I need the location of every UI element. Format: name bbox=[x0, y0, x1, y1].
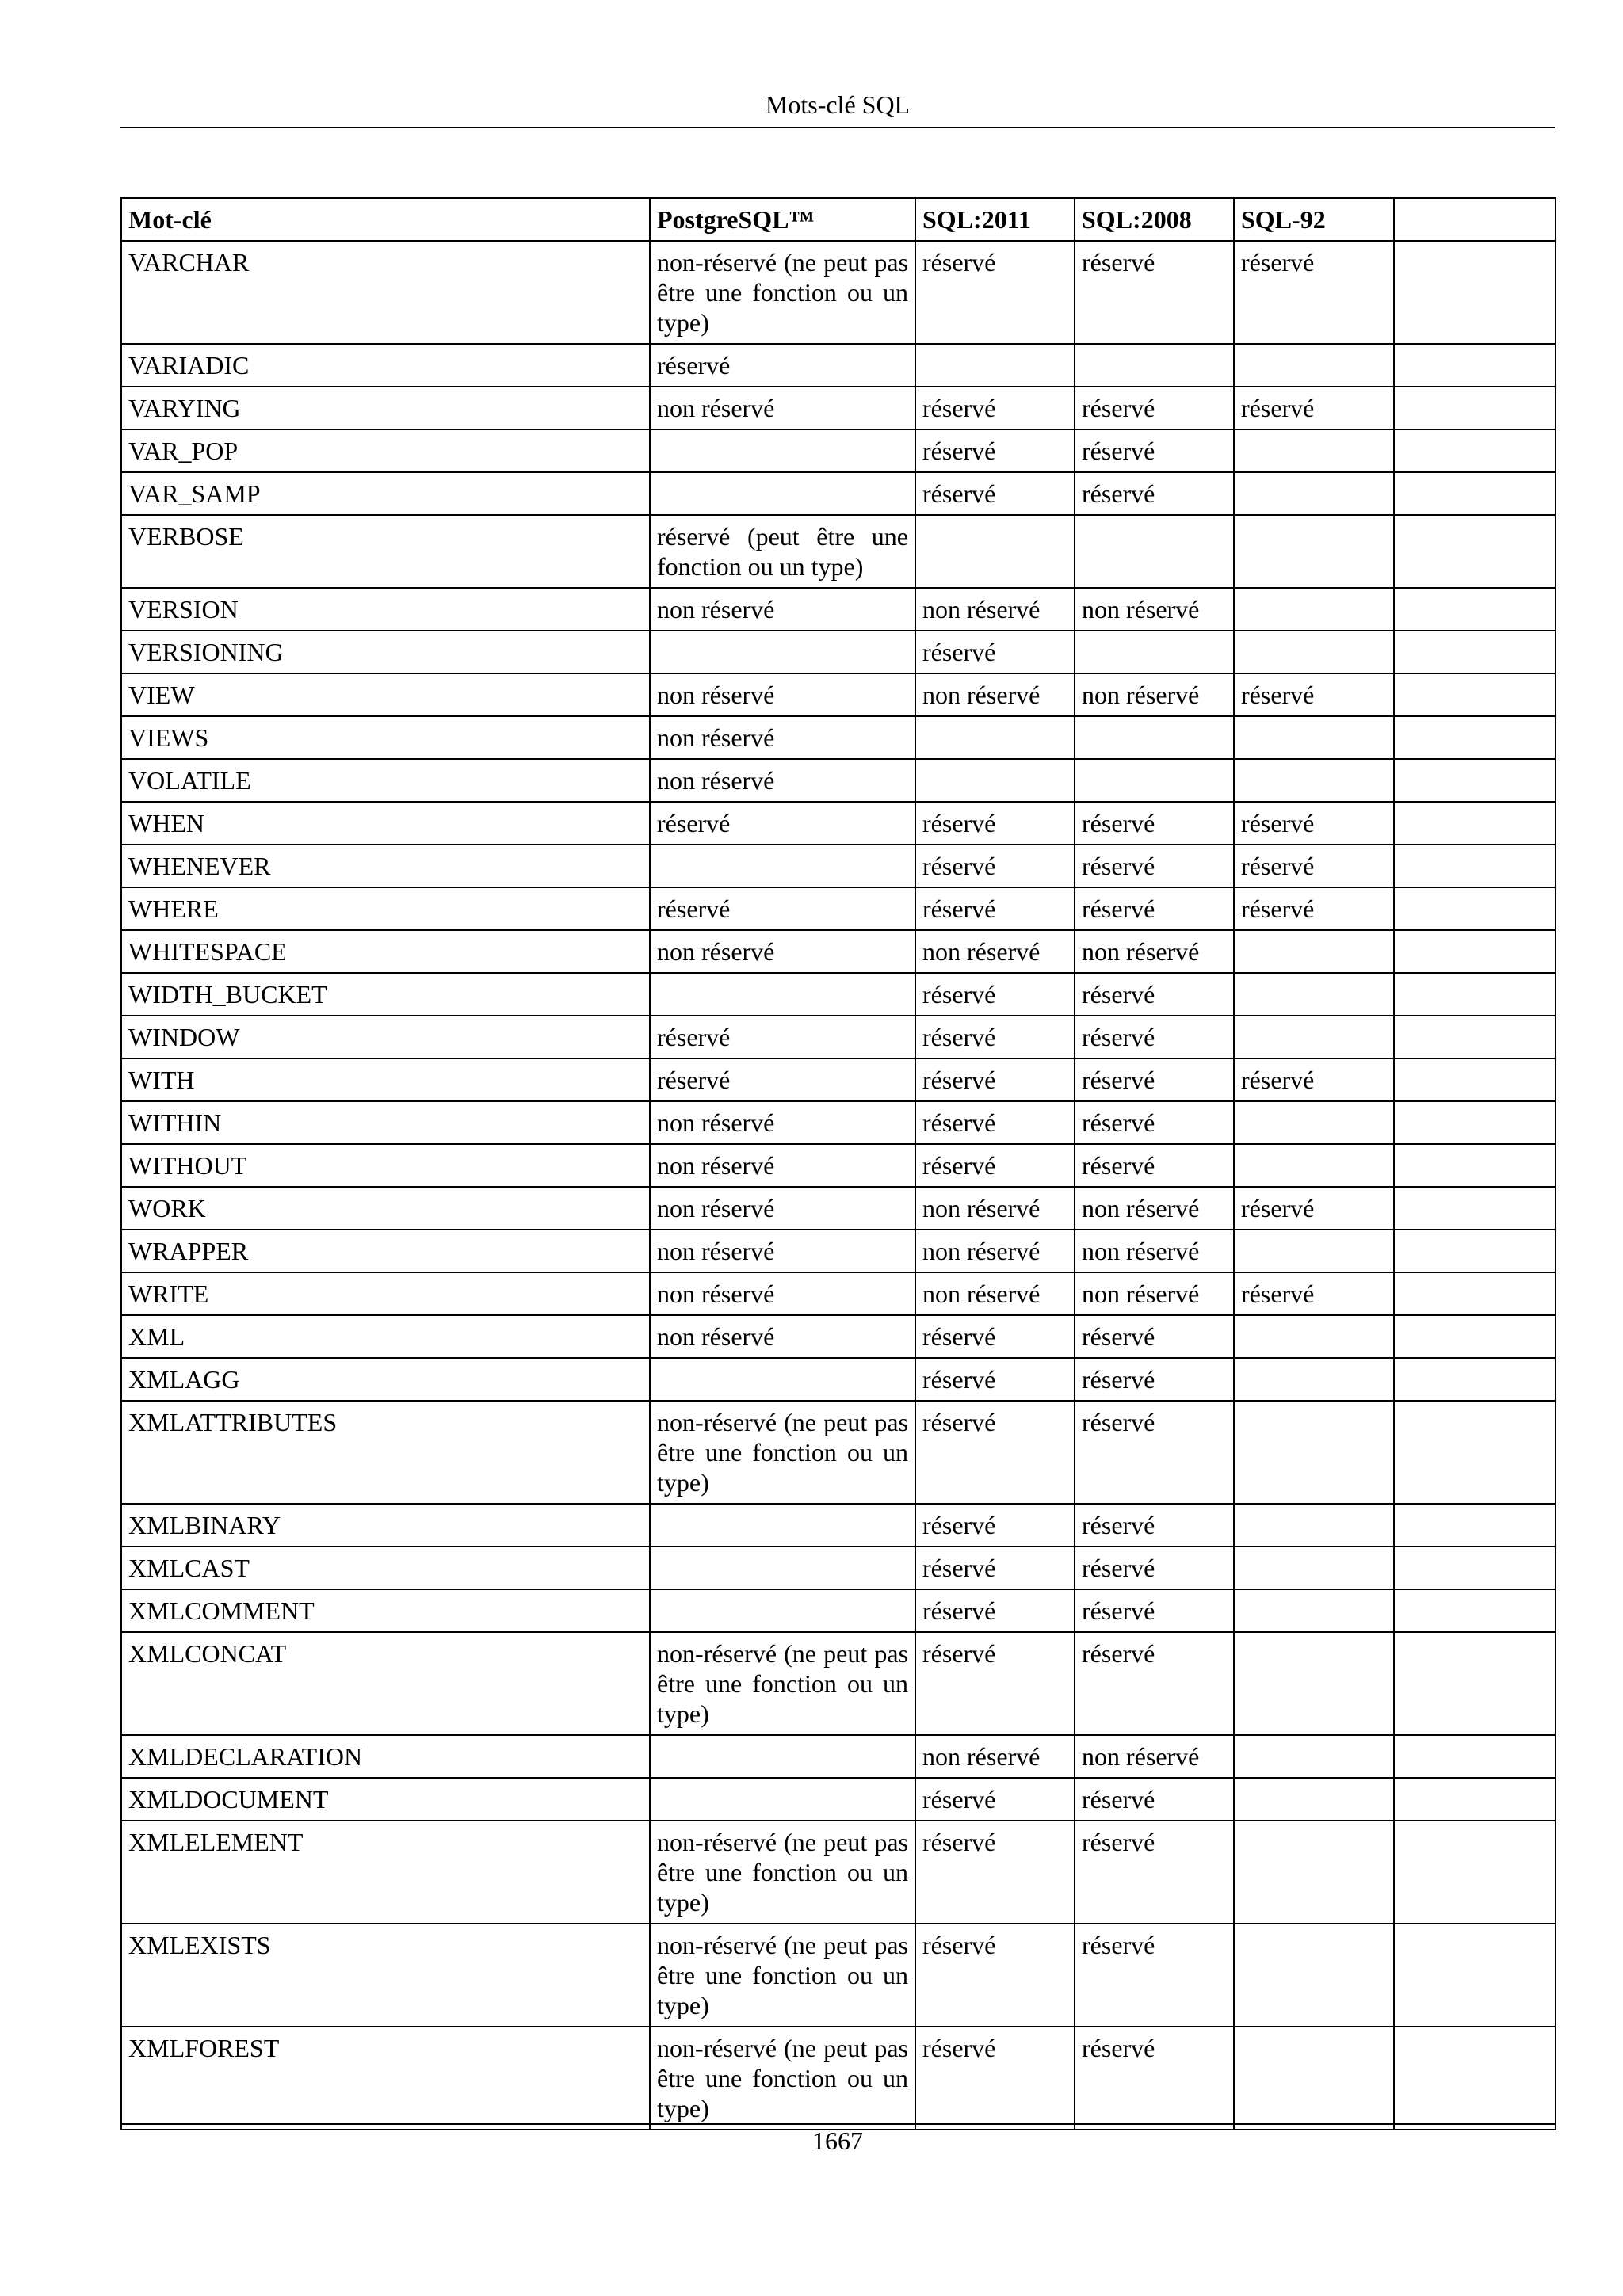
cell-sql2011: réservé bbox=[915, 1778, 1075, 1821]
column-header-sql2011: SQL:2011 bbox=[915, 198, 1075, 241]
cell-sql2008: réservé bbox=[1075, 845, 1234, 887]
cell-extra bbox=[1394, 472, 1556, 515]
cell-extra bbox=[1394, 387, 1556, 429]
cell-keyword: WRAPPER bbox=[121, 1230, 650, 1272]
table-row bbox=[121, 472, 1556, 515]
cell-sql92 bbox=[1234, 1924, 1394, 2027]
cell-sql2008: réservé bbox=[1075, 1589, 1234, 1632]
header-rule bbox=[120, 127, 1555, 128]
cell-postgresql bbox=[650, 1547, 915, 1589]
table-row bbox=[121, 973, 1556, 1016]
cell-postgresql: réservé bbox=[650, 344, 915, 387]
table-row bbox=[121, 344, 1556, 387]
cell-sql2011: réservé bbox=[915, 1589, 1075, 1632]
cell-postgresql: réservé bbox=[650, 802, 915, 845]
cell-keyword: VIEW bbox=[121, 673, 650, 716]
cell-keyword: WRITE bbox=[121, 1272, 650, 1315]
cell-keyword: XMLCONCAT bbox=[121, 1632, 650, 1735]
cell-postgresql: non réservé bbox=[650, 1101, 915, 1144]
cell-sql2011: réservé bbox=[915, 429, 1075, 472]
cell-sql92: réservé bbox=[1234, 241, 1394, 344]
cell-keyword: WITHIN bbox=[121, 1101, 650, 1144]
table-row bbox=[121, 631, 1556, 673]
column-header-keyword: Mot-clé bbox=[121, 198, 650, 241]
cell-extra bbox=[1394, 802, 1556, 845]
cell-sql2008: réservé bbox=[1075, 387, 1234, 429]
page-number: 1667 bbox=[812, 2126, 863, 2155]
cell-postgresql bbox=[650, 631, 915, 673]
cell-keyword: VARIADIC bbox=[121, 344, 650, 387]
cell-postgresql: non réservé bbox=[650, 1187, 915, 1230]
cell-sql92: réservé bbox=[1234, 1187, 1394, 1230]
cell-sql2008: réservé bbox=[1075, 1778, 1234, 1821]
cell-sql2011: réservé bbox=[915, 1315, 1075, 1358]
cell-sql92 bbox=[1234, 1144, 1394, 1187]
cell-postgresql: réservé (peut être une fonction ou un type) bbox=[650, 515, 915, 588]
cell-sql2008: réservé bbox=[1075, 1315, 1234, 1358]
table-row bbox=[121, 241, 1556, 344]
cell-extra bbox=[1394, 930, 1556, 973]
table-row bbox=[121, 1589, 1556, 1632]
cell-postgresql: réservé bbox=[650, 1016, 915, 1058]
cell-keyword: VERSIONING bbox=[121, 631, 650, 673]
cell-sql2008: réservé bbox=[1075, 1016, 1234, 1058]
cell-sql2011: non réservé bbox=[915, 588, 1075, 631]
cell-keyword: XMLEXISTS bbox=[121, 1924, 650, 2027]
cell-sql2011: non réservé bbox=[915, 1187, 1075, 1230]
table-row bbox=[121, 1187, 1556, 1230]
table-row bbox=[121, 1144, 1556, 1187]
cell-keyword: XMLAGG bbox=[121, 1358, 650, 1401]
table-row bbox=[121, 1735, 1556, 1778]
cell-sql92 bbox=[1234, 515, 1394, 588]
cell-keyword: WINDOW bbox=[121, 1016, 650, 1058]
cell-extra bbox=[1394, 673, 1556, 716]
table-body bbox=[121, 241, 1556, 2130]
cell-sql92 bbox=[1234, 1632, 1394, 1735]
cell-postgresql: non réservé bbox=[650, 387, 915, 429]
table-row bbox=[121, 1272, 1556, 1315]
cell-sql2011: réservé bbox=[915, 1401, 1075, 1504]
cell-postgresql bbox=[650, 1778, 915, 1821]
cell-keyword: XMLBINARY bbox=[121, 1504, 650, 1547]
cell-sql2011: réservé bbox=[915, 1016, 1075, 1058]
cell-extra bbox=[1394, 1058, 1556, 1101]
cell-extra bbox=[1394, 1632, 1556, 1735]
cell-sql2011: réservé bbox=[915, 1101, 1075, 1144]
cell-sql2011: réservé bbox=[915, 2027, 1075, 2130]
cell-sql2008: réservé bbox=[1075, 1547, 1234, 1589]
cell-sql2011: réservé bbox=[915, 387, 1075, 429]
cell-sql2008: réservé bbox=[1075, 1504, 1234, 1547]
cell-sql2011: réservé bbox=[915, 631, 1075, 673]
cell-sql2008: réservé bbox=[1075, 1821, 1234, 1924]
cell-extra bbox=[1394, 241, 1556, 344]
cell-keyword: WHENEVER bbox=[121, 845, 650, 887]
cell-sql2008 bbox=[1075, 344, 1234, 387]
cell-sql2011: réservé bbox=[915, 1504, 1075, 1547]
page-header-title: Mots-clé SQL bbox=[765, 90, 911, 119]
cell-extra bbox=[1394, 1272, 1556, 1315]
cell-sql2008: réservé bbox=[1075, 1401, 1234, 1504]
cell-sql2008: réservé bbox=[1075, 887, 1234, 930]
cell-sql2011: réservé bbox=[915, 1058, 1075, 1101]
cell-extra bbox=[1394, 716, 1556, 759]
cell-postgresql: non-réservé (ne peut pas être une fonction ou un type) bbox=[650, 1401, 915, 1504]
cell-sql92 bbox=[1234, 759, 1394, 802]
cell-sql2008: réservé bbox=[1075, 1101, 1234, 1144]
cell-extra bbox=[1394, 887, 1556, 930]
cell-sql2008: réservé bbox=[1075, 1144, 1234, 1187]
cell-postgresql: non réservé bbox=[650, 759, 915, 802]
cell-sql92: réservé bbox=[1234, 673, 1394, 716]
cell-postgresql bbox=[650, 1358, 915, 1401]
cell-postgresql: non-réservé (ne peut pas être une fonction ou un type) bbox=[650, 1821, 915, 1924]
cell-sql92 bbox=[1234, 1315, 1394, 1358]
table-row bbox=[121, 2027, 1556, 2130]
cell-keyword: XMLELEMENT bbox=[121, 1821, 650, 1924]
cell-sql2008: réservé bbox=[1075, 1358, 1234, 1401]
cell-sql2008: réservé bbox=[1075, 802, 1234, 845]
cell-keyword: VAR_SAMP bbox=[121, 472, 650, 515]
cell-postgresql: non-réservé (ne peut pas être une fonction ou un type) bbox=[650, 1924, 915, 2027]
cell-sql2008: réservé bbox=[1075, 973, 1234, 1016]
cell-postgresql: non réservé bbox=[650, 930, 915, 973]
cell-keyword: VOLATILE bbox=[121, 759, 650, 802]
cell-extra bbox=[1394, 1187, 1556, 1230]
cell-extra bbox=[1394, 588, 1556, 631]
cell-keyword: XMLDECLARATION bbox=[121, 1735, 650, 1778]
cell-sql92: réservé bbox=[1234, 1058, 1394, 1101]
cell-sql2011: non réservé bbox=[915, 1230, 1075, 1272]
cell-sql92 bbox=[1234, 2027, 1394, 2130]
table-row bbox=[121, 930, 1556, 973]
table-row bbox=[121, 1016, 1556, 1058]
table-row bbox=[121, 1358, 1556, 1401]
cell-sql92 bbox=[1234, 588, 1394, 631]
cell-postgresql: non réservé bbox=[650, 716, 915, 759]
cell-sql92 bbox=[1234, 472, 1394, 515]
column-header-postgresql: PostgreSQL™ bbox=[650, 198, 915, 241]
table-row bbox=[121, 1315, 1556, 1358]
cell-extra bbox=[1394, 515, 1556, 588]
cell-extra bbox=[1394, 1315, 1556, 1358]
cell-keyword: VERBOSE bbox=[121, 515, 650, 588]
cell-sql2011: réservé bbox=[915, 1632, 1075, 1735]
cell-sql92 bbox=[1234, 973, 1394, 1016]
cell-sql2008: non réservé bbox=[1075, 1230, 1234, 1272]
cell-sql92 bbox=[1234, 1778, 1394, 1821]
cell-postgresql bbox=[650, 429, 915, 472]
table-row bbox=[121, 845, 1556, 887]
cell-postgresql: non réservé bbox=[650, 1144, 915, 1187]
cell-extra bbox=[1394, 1547, 1556, 1589]
cell-sql2011: réservé bbox=[915, 241, 1075, 344]
table-row bbox=[121, 588, 1556, 631]
cell-extra bbox=[1394, 1589, 1556, 1632]
cell-sql92 bbox=[1234, 1230, 1394, 1272]
table-row bbox=[121, 1101, 1556, 1144]
cell-sql2011: non réservé bbox=[915, 1735, 1075, 1778]
cell-sql92 bbox=[1234, 1358, 1394, 1401]
cell-sql2011: réservé bbox=[915, 472, 1075, 515]
cell-extra bbox=[1394, 1016, 1556, 1058]
cell-keyword: WIDTH_BUCKET bbox=[121, 973, 650, 1016]
keywords-table bbox=[120, 197, 1556, 2130]
cell-sql2011: réservé bbox=[915, 887, 1075, 930]
cell-sql2011: réservé bbox=[915, 1924, 1075, 2027]
cell-extra bbox=[1394, 973, 1556, 1016]
column-header-sql92: SQL-92 bbox=[1234, 198, 1394, 241]
cell-sql2008: réservé bbox=[1075, 429, 1234, 472]
cell-sql2008: réservé bbox=[1075, 1924, 1234, 2027]
cell-sql2011 bbox=[915, 344, 1075, 387]
cell-postgresql bbox=[650, 845, 915, 887]
cell-postgresql: réservé bbox=[650, 887, 915, 930]
cell-sql92 bbox=[1234, 631, 1394, 673]
cell-extra bbox=[1394, 845, 1556, 887]
cell-keyword: XMLATTRIBUTES bbox=[121, 1401, 650, 1504]
cell-extra bbox=[1394, 1924, 1556, 2027]
cell-extra bbox=[1394, 1778, 1556, 1821]
cell-postgresql: non réservé bbox=[650, 1230, 915, 1272]
table-row bbox=[121, 716, 1556, 759]
cell-sql92 bbox=[1234, 1401, 1394, 1504]
cell-sql2011: non réservé bbox=[915, 673, 1075, 716]
table-row bbox=[121, 1401, 1556, 1504]
cell-sql92 bbox=[1234, 429, 1394, 472]
table-header-row bbox=[121, 198, 1556, 241]
cell-extra bbox=[1394, 344, 1556, 387]
cell-sql2008: non réservé bbox=[1075, 673, 1234, 716]
cell-sql92: réservé bbox=[1234, 802, 1394, 845]
cell-postgresql: non-réservé (ne peut pas être une fonction ou un type) bbox=[650, 1632, 915, 1735]
cell-sql2011: non réservé bbox=[915, 930, 1075, 973]
cell-sql92 bbox=[1234, 1547, 1394, 1589]
cell-sql2011: réservé bbox=[915, 1821, 1075, 1924]
cell-keyword: VERSION bbox=[121, 588, 650, 631]
cell-sql2008 bbox=[1075, 759, 1234, 802]
table-row bbox=[121, 673, 1556, 716]
cell-sql2011: réservé bbox=[915, 1547, 1075, 1589]
cell-sql2008: non réservé bbox=[1075, 1187, 1234, 1230]
cell-extra bbox=[1394, 1401, 1556, 1504]
cell-sql2008 bbox=[1075, 716, 1234, 759]
cell-postgresql: non-réservé (ne peut pas être une fonction ou un type) bbox=[650, 241, 915, 344]
cell-extra bbox=[1394, 1101, 1556, 1144]
cell-sql2008: réservé bbox=[1075, 1058, 1234, 1101]
cell-extra bbox=[1394, 1230, 1556, 1272]
cell-extra bbox=[1394, 631, 1556, 673]
table-row bbox=[121, 1058, 1556, 1101]
cell-keyword: WHITESPACE bbox=[121, 930, 650, 973]
cell-extra bbox=[1394, 1358, 1556, 1401]
table-row bbox=[121, 387, 1556, 429]
cell-keyword: VARYING bbox=[121, 387, 650, 429]
cell-sql92 bbox=[1234, 716, 1394, 759]
table-row bbox=[121, 1230, 1556, 1272]
cell-postgresql: non-réservé (ne peut pas être une fonction ou un type) bbox=[650, 2027, 915, 2130]
cell-keyword: WITHOUT bbox=[121, 1144, 650, 1187]
cell-sql92: réservé bbox=[1234, 845, 1394, 887]
cell-sql2011: non réservé bbox=[915, 1272, 1075, 1315]
cell-postgresql: non réservé bbox=[650, 1272, 915, 1315]
cell-sql2008: non réservé bbox=[1075, 1735, 1234, 1778]
cell-sql92 bbox=[1234, 1821, 1394, 1924]
cell-sql2008: non réservé bbox=[1075, 588, 1234, 631]
cell-sql92: réservé bbox=[1234, 387, 1394, 429]
cell-sql92 bbox=[1234, 1101, 1394, 1144]
cell-sql2008: réservé bbox=[1075, 1632, 1234, 1735]
cell-sql2011 bbox=[915, 759, 1075, 802]
cell-keyword: XMLFOREST bbox=[121, 2027, 650, 2130]
cell-postgresql bbox=[650, 973, 915, 1016]
cell-postgresql: réservé bbox=[650, 1058, 915, 1101]
cell-sql2011: réservé bbox=[915, 845, 1075, 887]
table-row bbox=[121, 429, 1556, 472]
cell-postgresql bbox=[650, 472, 915, 515]
table-row bbox=[121, 1778, 1556, 1821]
cell-sql2008 bbox=[1075, 631, 1234, 673]
cell-postgresql: non réservé bbox=[650, 1315, 915, 1358]
cell-sql2008: non réservé bbox=[1075, 1272, 1234, 1315]
cell-keyword: VARCHAR bbox=[121, 241, 650, 344]
cell-sql92 bbox=[1234, 1504, 1394, 1547]
cell-sql2011 bbox=[915, 515, 1075, 588]
cell-sql92 bbox=[1234, 1589, 1394, 1632]
table-row bbox=[121, 759, 1556, 802]
cell-sql92: réservé bbox=[1234, 887, 1394, 930]
table-row bbox=[121, 515, 1556, 588]
cell-sql92 bbox=[1234, 1016, 1394, 1058]
cell-sql2008: réservé bbox=[1075, 241, 1234, 344]
cell-sql2008 bbox=[1075, 515, 1234, 588]
column-header-sql2008: SQL:2008 bbox=[1075, 198, 1234, 241]
cell-extra bbox=[1394, 2027, 1556, 2130]
cell-keyword: WORK bbox=[121, 1187, 650, 1230]
cell-sql2011: réservé bbox=[915, 973, 1075, 1016]
cell-sql2011: réservé bbox=[915, 1358, 1075, 1401]
table-row bbox=[121, 887, 1556, 930]
cell-sql92 bbox=[1234, 1735, 1394, 1778]
cell-sql92 bbox=[1234, 930, 1394, 973]
cell-extra bbox=[1394, 1144, 1556, 1187]
table-row bbox=[121, 1821, 1556, 1924]
cell-keyword: XMLCOMMENT bbox=[121, 1589, 650, 1632]
cell-extra bbox=[1394, 429, 1556, 472]
table-row bbox=[121, 1504, 1556, 1547]
table-row bbox=[121, 1924, 1556, 2027]
cell-sql2008: réservé bbox=[1075, 2027, 1234, 2130]
cell-sql92: réservé bbox=[1234, 1272, 1394, 1315]
cell-postgresql: non réservé bbox=[650, 588, 915, 631]
cell-extra bbox=[1394, 1504, 1556, 1547]
cell-sql2008: réservé bbox=[1075, 472, 1234, 515]
table-row bbox=[121, 802, 1556, 845]
cell-keyword: WHERE bbox=[121, 887, 650, 930]
cell-keyword: WITH bbox=[121, 1058, 650, 1101]
cell-sql2011: réservé bbox=[915, 802, 1075, 845]
cell-postgresql bbox=[650, 1504, 915, 1547]
table-row bbox=[121, 1632, 1556, 1735]
cell-keyword: WHEN bbox=[121, 802, 650, 845]
cell-postgresql bbox=[650, 1735, 915, 1778]
cell-keyword: VAR_POP bbox=[121, 429, 650, 472]
cell-extra bbox=[1394, 759, 1556, 802]
cell-extra bbox=[1394, 1735, 1556, 1778]
table-row bbox=[121, 1547, 1556, 1589]
cell-keyword: XML bbox=[121, 1315, 650, 1358]
cell-sql2011 bbox=[915, 716, 1075, 759]
column-header-extra bbox=[1394, 198, 1556, 241]
cell-sql92 bbox=[1234, 344, 1394, 387]
cell-sql2008: non réservé bbox=[1075, 930, 1234, 973]
cell-keyword: XMLCAST bbox=[121, 1547, 650, 1589]
cell-keyword: VIEWS bbox=[121, 716, 650, 759]
cell-postgresql: non réservé bbox=[650, 673, 915, 716]
cell-keyword: XMLDOCUMENT bbox=[121, 1778, 650, 1821]
cell-sql2011: réservé bbox=[915, 1144, 1075, 1187]
cell-extra bbox=[1394, 1821, 1556, 1924]
cell-postgresql bbox=[650, 1589, 915, 1632]
